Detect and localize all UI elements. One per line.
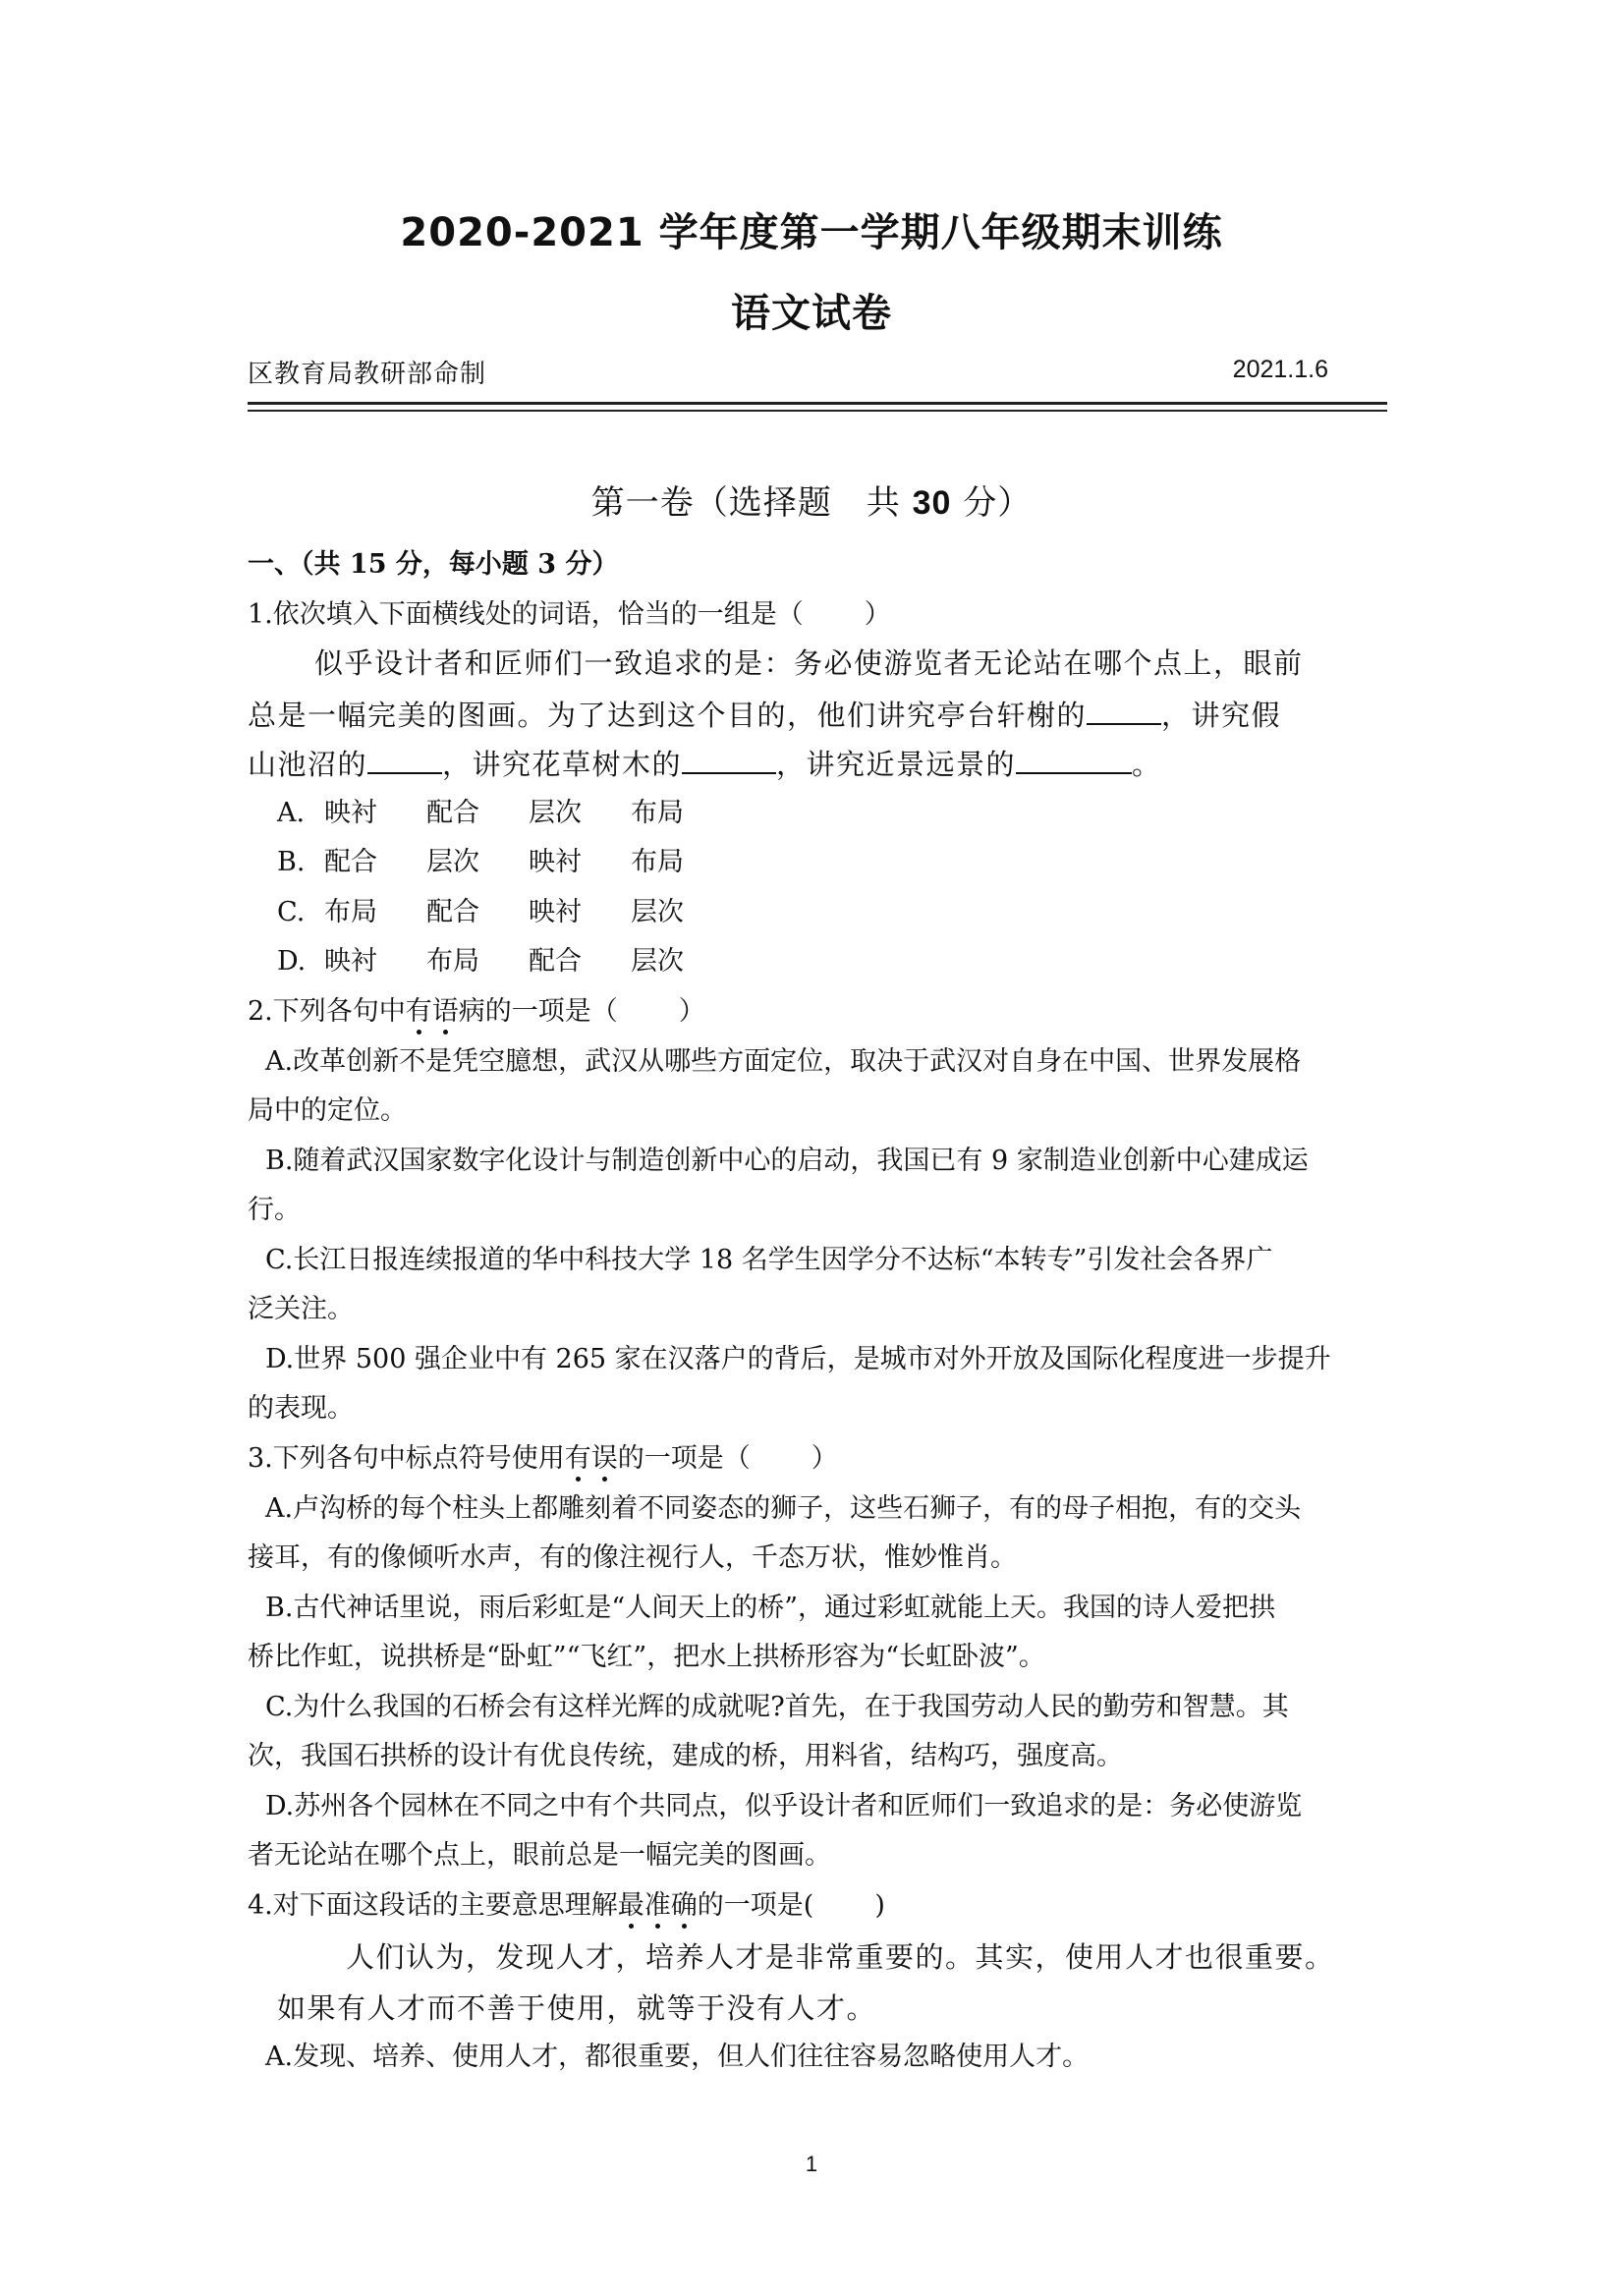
question-4-option-a: A.发现、培养、使用人才，都很重要，但人们往往容易忽略使用人才。 [265,2042,1090,2072]
issue-date: 2021.1.6 [1232,356,1328,383]
question-3-option-c: C.为什么我国的石桥会有这样光辉的成就呢?首先，在于我国劳动人民的勤劳和智慧。其 [265,1692,1289,1722]
question-2-option-d: D.世界 500 强企业中有 265 家在汉落户的背后，是城市对外开放及国际化程度进一步提升 [265,1344,1331,1374]
emphasis-dot-char: 最 [617,1890,644,1921]
question-4-stem: 4.对下面这段话的主要意思理解最准确的一项是( ) [248,1890,885,1921]
question-1-stem: 1.依次填入下面横线处的词语，恰当的一组是（ ） [248,599,891,630]
issuer-row [248,354,1387,389]
question-3-stem: 3.下列各句中标点符号使用有误的一项是（ ） [248,1443,838,1474]
question-3-option-d: D.苏州各个园林在不同之中有个共同点，似乎设计者和匠师们一致追求的是：务必使游览 [265,1791,1303,1821]
question-2-option-c: C.长江日报连续报道的华中科技大学 18 名学生因学分不达标“本转专”引发社会各界广 [265,1245,1273,1275]
fill-blank-4[interactable] [1016,745,1132,774]
issuer-text: 区教育局教研部命制 [248,360,487,389]
fill-blank-2[interactable] [367,745,442,774]
question-2-option-d-cont: 的表现。 [248,1393,354,1424]
emphasis-dot-char: 确 [670,1890,698,1921]
emphasis-dot-char: 有 [564,1443,591,1474]
question-3-option-b: B.古代神话里说，雨后彩虹是“人间天上的桥”，通过彩虹就能上天。我国的诗人爱把拱 [265,1593,1276,1623]
emphasis-dot-char: 有 [405,996,432,1027]
question-2-option-c-cont: 泛关注。 [248,1294,354,1324]
question-3-option-c-cont: 次，我国石拱桥的设计有优良传统，建成的桥，用料省，结构巧，强度高。 [248,1741,1123,1771]
emphasis-dot-char: 语 [431,996,459,1027]
section-score: 30 [912,484,952,522]
question-1-passage-line: 似乎设计者和匠师们一致追求的是：务必使游览者无论站在哪个点上，眼前 [314,646,1304,680]
option-d[interactable]: D. 映衬 布局 配合 层次 [277,946,684,977]
exam-subject-title: 语文试卷 [731,291,892,336]
question-1-passage-line: 总是一幅完美的图画。为了达到这个目的，他们讲究亭台轩榭的 ，讲究假 [248,696,1387,733]
fill-blank-3[interactable] [682,745,776,774]
question-2-option-a: A.改革创新不是凭空臆想，武汉从哪些方面定位，取决于武汉对自身在中国、世界发展格 [265,1046,1302,1077]
question-1-passage-line: 山池沼的 ，讲究花草树木的 ，讲究近景远景的 。 [248,745,1387,782]
exam-title: 2020-2021 学年度第一学期八年级期末训练 [400,210,1223,255]
header-rule-thick [248,402,1387,405]
part-heading: 一、（共 15 分，每小题 3 分） [248,549,619,580]
question-3-option-a: A.卢沟桥的每个柱头上都雕刻着不同姿态的狮子，这些石狮子，有的母子相抱，有的交头 [265,1493,1302,1524]
page-number: 1 [805,2152,818,2176]
header-rule-thin [248,410,1387,412]
question-2-stem: 2.下列各句中有语病的一项是（ ） [248,996,705,1027]
question-2-option-b: B.随着武汉国家数字化设计与制造创新中心的启动，我国已有 9 家制造业创新中心建成运 [265,1146,1309,1176]
question-2-option-b-cont: 行。 [248,1195,301,1225]
option-a[interactable]: A. 映衬 配合 层次 布局 [277,798,684,828]
fill-blank-1[interactable] [1087,696,1161,725]
emphasis-dot-char: 准 [644,1890,671,1921]
question-2-option-a-cont: 局中的定位。 [248,1095,407,1126]
question-3-option-a-cont: 接耳，有的像倾听水声，有的像注视行人，千态万状，惟妙惟肖。 [248,1542,1017,1573]
section-title: 第一卷（选择题 共 30 分） [590,483,1033,523]
question-3-option-b-cont: 桥比作虹，说拱桥是“卧虹”“飞红”，把水上拱桥形容为“长虹卧波”。 [248,1642,1045,1672]
question-4-passage-line: 人们认为，发现人才，培养人才是非常重要的。其实，使用人才也很重要。 [346,1940,1335,1974]
question-3-option-d-cont: 者无论站在哪个点上，眼前总是一幅完美的图画。 [248,1840,831,1871]
emphasis-dot-char: 误 [590,1443,618,1474]
option-c[interactable]: C. 布局 配合 映衬 层次 [277,897,684,927]
option-b[interactable]: B. 配合 层次 映衬 布局 [277,847,684,877]
question-4-passage-line: 如果有人才而不善于使用，就等于没有人才。 [277,1991,877,2025]
